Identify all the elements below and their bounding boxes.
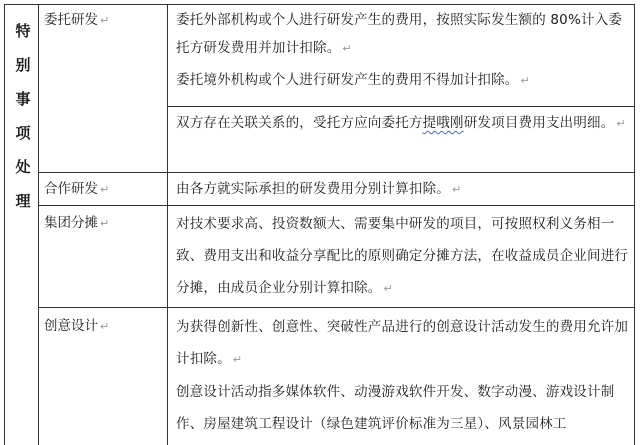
cell-cooperative-rd: [176, 173, 631, 206]
row-divider-3: [38, 307, 634, 308]
column-divider-2: [167, 4, 168, 445]
paragraph-mark: ↵: [452, 183, 462, 196]
paragraph: 由各方就实际承担的研发费用分别计算扣除。 ↵: [176, 181, 462, 197]
header-char: 别: [15, 56, 31, 74]
cell-creative-design: [176, 311, 631, 440]
header-char: 特: [15, 22, 31, 40]
table-border-top: [4, 4, 634, 5]
paragraph: 创意设计活动指多媒体软件、动漫游戏软件开发、数字动漫、游戏设计制作、房屋建筑工程设计（绿色建筑评价标准为三星）、风景园林工: [176, 384, 615, 432]
paragraph: 委托境外机构或个人进行研发产生的费用不得加计扣除。 ↵: [176, 72, 530, 88]
header-char: 事: [15, 90, 31, 108]
cell-related-party: [176, 108, 631, 139]
paragraph: 对技术要求高、投资数额大、需要集中研发的项目，可按照权利义务相一致、费用支出和收益分享配比的原则确定分摊方法，在收益成员企业间进行分摊，由成员企业分别计算扣除。 ↵: [176, 216, 629, 296]
cell-group-allocation: [176, 208, 631, 305]
special-items-header: [10, 14, 36, 218]
header-char: 项: [15, 124, 31, 142]
column-divider-1: [38, 4, 39, 445]
paragraph-mark: ↵: [100, 14, 110, 27]
paragraph-mark: ↵: [383, 282, 393, 295]
spellcheck-underlined-text: 提哦刚: [422, 115, 464, 131]
table-border-right: [634, 4, 635, 445]
paragraph-mark: ↵: [616, 117, 626, 130]
category-creative-design: 创意设计 ↵: [44, 318, 110, 334]
table-border-left: [4, 4, 5, 445]
category-entrusted-rd: 委托研发 ↵: [44, 12, 110, 28]
paragraph-mark: ↵: [100, 183, 110, 196]
cell-entrusted-rd: [176, 6, 631, 98]
paragraph-mark: ↵: [100, 320, 110, 333]
category-group-allocation: 集团分摊 ↵: [44, 215, 110, 231]
subcell-divider: [167, 106, 634, 107]
paragraph: 委托外部机构或个人进行研发产生的费用，按照实际发生额的 80%计入委托方研发费用并加计扣除。 ↵: [176, 12, 623, 56]
paragraph-mark: ↵: [342, 42, 352, 55]
paragraph: 为获得创新性、创意性、突破性产品进行的创意设计活动发生的费用允许加计扣除。 ↵: [176, 319, 629, 367]
paragraph-mark: ↵: [100, 217, 110, 230]
header-char: 处: [15, 158, 31, 176]
header-char: 理: [15, 192, 31, 210]
paragraph-mark: ↵: [232, 353, 243, 366]
category-cooperative-rd: 合作研发 ↵: [44, 181, 110, 197]
paragraph-mark: ↵: [520, 74, 530, 87]
paragraph: 双方存在关联关系的，受托方应向委托方提哦刚研发项目费用支出明细。 ↵: [176, 115, 626, 131]
